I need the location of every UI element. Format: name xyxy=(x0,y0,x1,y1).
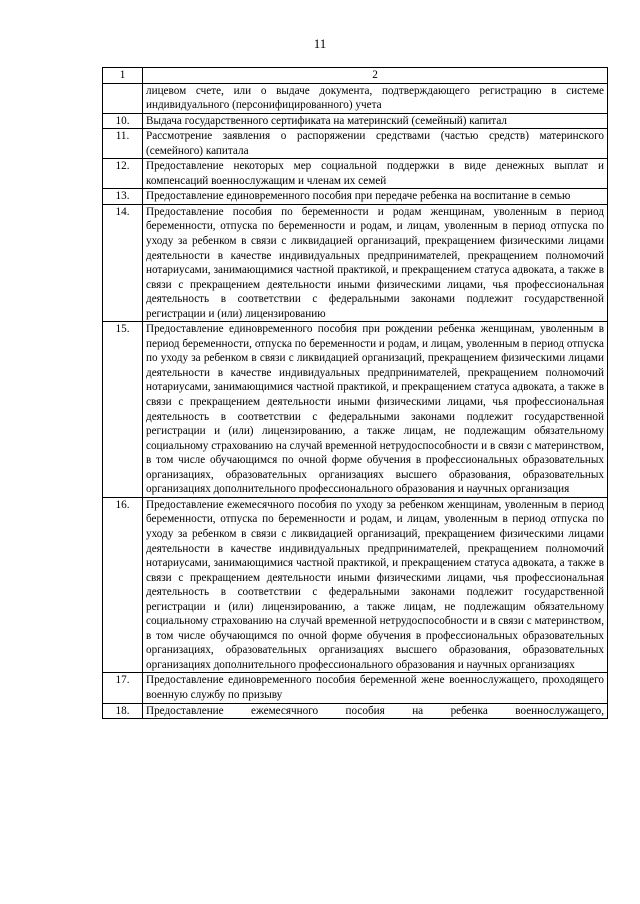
row-number: 14. xyxy=(103,204,143,321)
table-header-row xyxy=(103,68,608,84)
table-row xyxy=(103,204,608,321)
row-number: 17. xyxy=(103,673,143,703)
table-row xyxy=(103,113,608,129)
row-number: 16. xyxy=(103,497,143,673)
row-number: 11. xyxy=(103,129,143,159)
page-number: 11 xyxy=(313,36,327,51)
table-row xyxy=(103,159,608,189)
table-row xyxy=(103,497,608,673)
table-row xyxy=(103,83,608,113)
table-row xyxy=(103,129,608,159)
row-text: Предоставление единовременного пособия при передаче ребенка на воспитание в семью xyxy=(143,189,608,205)
header-text-cell: 2 xyxy=(143,68,608,84)
table-row xyxy=(103,189,608,205)
row-text: Предоставление единовременного пособия беременной жене военнослужащего, проходящего военную службу по призыву xyxy=(143,673,608,703)
row-text: Предоставление ежемесячного пособия на ребенка военнослужащего, xyxy=(143,703,608,719)
row-number xyxy=(103,83,143,113)
table-row xyxy=(103,322,608,498)
row-text: Предоставление некоторых мер социальной поддержки в виде денежных выплат и компенсаций военнослужащим и членам их семей xyxy=(143,159,608,189)
row-number: 12. xyxy=(103,159,143,189)
row-text: Выдача государственного сертификата на материнский (семейный) капитал xyxy=(143,113,608,129)
header-num-cell: 1 xyxy=(103,68,143,84)
row-text: Предоставление единовременного пособия при рождении ребенка женщинам, уволенным в период беременности, отпуска по беременности и родам, и лицам, уволенным в период отпуска по уходу за ребенком в связи с ликвидацией организаций, прекращением физическими лицами деятельности в качестве индивидуальных предпринимателей, прекращением полномочий нотариусами, занимающимися частной практикой, и прекращением статуса адвоката, а также в связи с прекращением деятельности иными физическими лицами, чья профессиональная деятельность в соответствии с федеральными законами подлежит государственной регистрации и (или) лицензированию, а также лицам, не подлежащим обязательному социальному страхованию на случай временной нетрудоспособности и в связи с материнством, в том числе обучающимся по очной форме обучения в профессиональных образовательных организациях, образовательных организациях высшего образования, образовательных организациях дополнительного профессионального образования и научных организация xyxy=(143,322,608,498)
row-text: Предоставление ежемесячного пособия по уходу за ребенком женщинам, уволенным в период беременности, отпуска по беременности и родам, и лицам, уволенным в период отпуска по уходу за ребенком в связи с ликвидацией организаций, прекращением физическими лицами деятельности в качестве индивидуальных предпринимателей, прекращением полномочий нотариусами, занимающимися частной практикой, и прекращением статуса адвоката, а также в связи с прекращением деятельности иными физическими лицами, чья профессиональная деятельность в соответствии с федеральными законами подлежит государственной регистрации и (или) лицензированию, а также лицам, не подлежащим обязательному социальному страхованию на случай временной нетрудоспособности и в связи с материнством, в том числе обучающимся по очной форме обучения в профессиональных образовательных организациях, образовательных организациях высшего образования, образовательных организациях дополнительного профессионального образования и научных организациях xyxy=(143,497,608,673)
table-row xyxy=(103,703,608,719)
row-text: Рассмотрение заявления о распоряжении средствами (частью средств) материнского (семейного) капитала xyxy=(143,129,608,159)
row-number: 10. xyxy=(103,113,143,129)
row-text: лицевом счете, или о выдаче документа, подтверждающего регистрацию в системе индивидуального (персонифицированного) учета xyxy=(143,83,608,113)
services-table xyxy=(102,67,608,719)
row-text: Предоставление пособия по беременности и родам женщинам, уволенным в период беременности, отпуска по беременности и родам, и лицам, уволенным в период отпуска по уходу за ребенком в связи с ликвидацией организаций, прекращением физическими лицами деятельности в качестве индивидуальных предпринимателей, прекращением полномочий нотариусами, занимающимися частной практикой, и прекращением статуса адвоката, а также в связи с прекращением деятельности иными физическими лицами, чья профессиональная деятельность в соответствии с федеральными законами подлежит государственной регистрации и (или) лицензированию xyxy=(143,204,608,321)
row-number: 13. xyxy=(103,189,143,205)
row-number: 15. xyxy=(103,322,143,498)
table-row xyxy=(103,673,608,703)
row-number: 18. xyxy=(103,703,143,719)
